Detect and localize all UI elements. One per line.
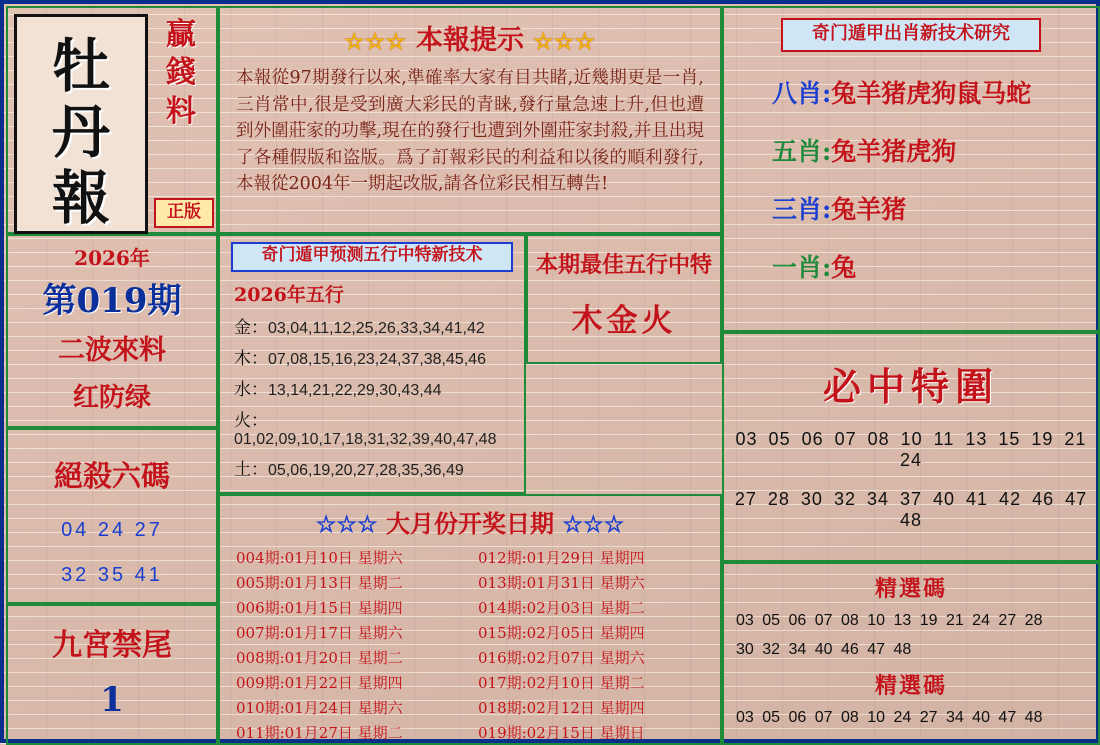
edition-badge: 正版 <box>154 198 214 228</box>
wuxing-row <box>234 406 524 449</box>
xiao-row-label: 三肖: <box>772 195 832 224</box>
star-icon-right: ☆☆☆ <box>562 511 625 538</box>
issue-line-2: 红防绿 <box>72 383 151 413</box>
wuxing-row-key: 土： <box>234 460 268 480</box>
draw-date-item: 008期:01月20日 星期二 <box>236 649 403 667</box>
draw-date-item: 018期:02月12日 星期四 <box>478 699 645 717</box>
jiugong-title: 九宮禁尾 <box>52 628 172 663</box>
draw-date-item: 010期:01月24日 星期六 <box>236 699 403 717</box>
star-icon-left: ☆☆☆ <box>315 511 378 538</box>
masthead-box <box>14 14 148 234</box>
wuxing-row-key: 金： <box>234 318 268 338</box>
wuxing-row-nums: 01,02,09,10,17,18,31,32,39,40,47,48 <box>234 431 497 448</box>
win-money-column <box>150 16 212 131</box>
jingxuan-title-1: 精選碼 <box>874 576 947 602</box>
xiao-row <box>772 190 1098 226</box>
wuxing-row-nums: 07,08,15,16,23,24,37,38,45,46 <box>268 351 486 368</box>
jiugong-panel <box>6 604 218 745</box>
kill-six-panel <box>6 428 218 604</box>
wuxing-panel <box>218 234 526 494</box>
masthead-char-2: 丹 <box>51 98 110 166</box>
draw-date-item: 005期:01月13日 星期二 <box>236 574 403 592</box>
draw-date-item: 016期:02月07日 星期六 <box>478 649 645 667</box>
draw-date-item: 007期:01月17日 星期六 <box>236 624 403 642</box>
kill-six-row-2: 32 35 41 <box>61 564 163 586</box>
jingxuan-block2-row1: 03 05 06 07 08 10 24 27 34 40 47 48 <box>736 709 1043 727</box>
jingxuan-panel <box>722 562 1100 745</box>
wuxing-row-nums: 03,04,11,12,25,26,33,34,41,42 <box>268 320 485 337</box>
logo-panel <box>6 6 218 234</box>
xiao-row-value: 兔羊猪虎狗鼠马蛇 <box>831 79 1032 108</box>
jingxuan-block1-row1: 03 05 06 07 08 10 13 19 21 24 27 28 <box>736 612 1043 629</box>
win-char-2: 錢 <box>166 55 196 91</box>
draw-date-item: 009期:01月22日 星期四 <box>236 674 403 692</box>
wuxing-row <box>234 313 524 338</box>
xiao-row-label: 一肖: <box>772 253 832 282</box>
xiao-row-label: 五肖: <box>772 137 832 166</box>
bizhongtewei-row-2: 27 28 30 32 34 37 40 41 42 46 47 48 <box>734 489 1088 530</box>
wuxing-row <box>234 375 524 400</box>
bizhongtewei-row-1: 03 05 06 07 08 10 11 13 15 19 21 24 <box>735 429 1087 470</box>
kill-six-title: 絕殺六碼 <box>53 459 170 493</box>
wuxing-row <box>234 455 524 480</box>
bizhongtewei-panel <box>722 332 1100 562</box>
wuxing-row-nums: 05,06,19,20,27,28,35,36,49 <box>268 462 464 479</box>
draw-date-item: 014期:02月03日 星期二 <box>478 599 645 617</box>
draw-dates-heading <box>220 504 720 539</box>
draw-dates-title: 大月份开奖日期 <box>386 509 554 538</box>
draw-date-item: 019期:02月15日 星期日 <box>478 724 645 742</box>
draw-date-item: 015期:02月05日 星期四 <box>478 624 645 642</box>
draw-date-item: 017期:02月10日 星期二 <box>478 674 645 692</box>
tips-title: 本報提示 <box>416 25 524 56</box>
xiao-row-value: 兔 <box>831 253 857 282</box>
xiao-row-label: 八肖: <box>772 79 832 108</box>
wuxing-row-nums: 13,14,21,22,29,30,43,44 <box>268 382 442 399</box>
xiao-row-value: 兔羊猪 <box>831 195 907 224</box>
wuxing-row-key: 水： <box>234 380 268 400</box>
draw-dates-grid <box>236 547 710 743</box>
jingxuan-block1-row2: 30 32 34 40 46 47 48 <box>736 641 912 659</box>
issue-panel <box>6 234 218 428</box>
issue-line-1: 二波來料 <box>58 335 166 366</box>
issue-number: 第019期 <box>42 281 182 321</box>
xiao-row <box>772 248 1098 284</box>
issue-year: 2026年 <box>74 246 150 270</box>
best-wuxing-value: 木金火 <box>571 303 677 339</box>
kill-six-row-1: 04 24 27 <box>61 519 163 541</box>
best-wuxing-panel <box>526 234 722 364</box>
tips-body-text: 本報從97期發行以來,準確率大家有目共睹,近幾期更是一肖,三肖常中,很是受到廣大彩民的青睐,發行量急速上升,但也遭到外圍莊家的功擊,現在的發行也遭到外圍莊家封殺,并且出現了各種假版和盗版。爲了訂報彩民的利益和以後的順利發行,本報從2004年一期起改版,請各位彩民相互轉告! <box>236 68 704 195</box>
best-wuxing-title: 本期最佳五行中特 <box>535 252 712 278</box>
bizhongtewei-title: 必中特圍 <box>822 364 999 409</box>
xiao-row-value: 兔羊猪虎狗 <box>831 137 957 166</box>
wuxing-row-key: 木： <box>234 349 268 369</box>
xiao-panel <box>722 6 1100 332</box>
draw-date-item: 006期:01月15日 星期四 <box>236 599 403 617</box>
xiao-banner: 奇门遁甲出肖新技术研究 <box>781 18 1041 52</box>
win-char-1: 贏 <box>166 17 196 52</box>
masthead-char-3: 報 <box>51 164 110 232</box>
xiao-row <box>772 132 1098 168</box>
tips-heading <box>220 18 720 57</box>
star-icon-right: ☆☆☆ <box>533 29 596 55</box>
jiugong-value: 1 <box>100 680 124 720</box>
win-char-3: 料 <box>166 93 196 129</box>
wuxing-subtitle: 2026年五行 <box>234 284 344 306</box>
wuxing-banner: 奇门遁甲预测五行中特新技术 <box>231 242 513 272</box>
draw-date-item: 004期:01月10日 星期六 <box>236 549 403 567</box>
draw-date-item: 012期:01月29日 星期四 <box>478 549 645 567</box>
jingxuan-title-2: 精選碼 <box>874 673 947 700</box>
star-icon-left: ☆☆☆ <box>344 29 407 55</box>
tips-panel <box>218 6 722 234</box>
draw-dates-panel <box>218 494 722 745</box>
draw-date-item: 013期:01月31日 星期六 <box>478 574 645 592</box>
wuxing-row-key: 火： <box>234 411 268 431</box>
xiao-row <box>772 74 1098 110</box>
wuxing-row <box>234 344 524 369</box>
masthead-char-1: 牡 <box>51 32 110 100</box>
draw-date-item: 011期:01月27日 星期二 <box>236 724 403 742</box>
